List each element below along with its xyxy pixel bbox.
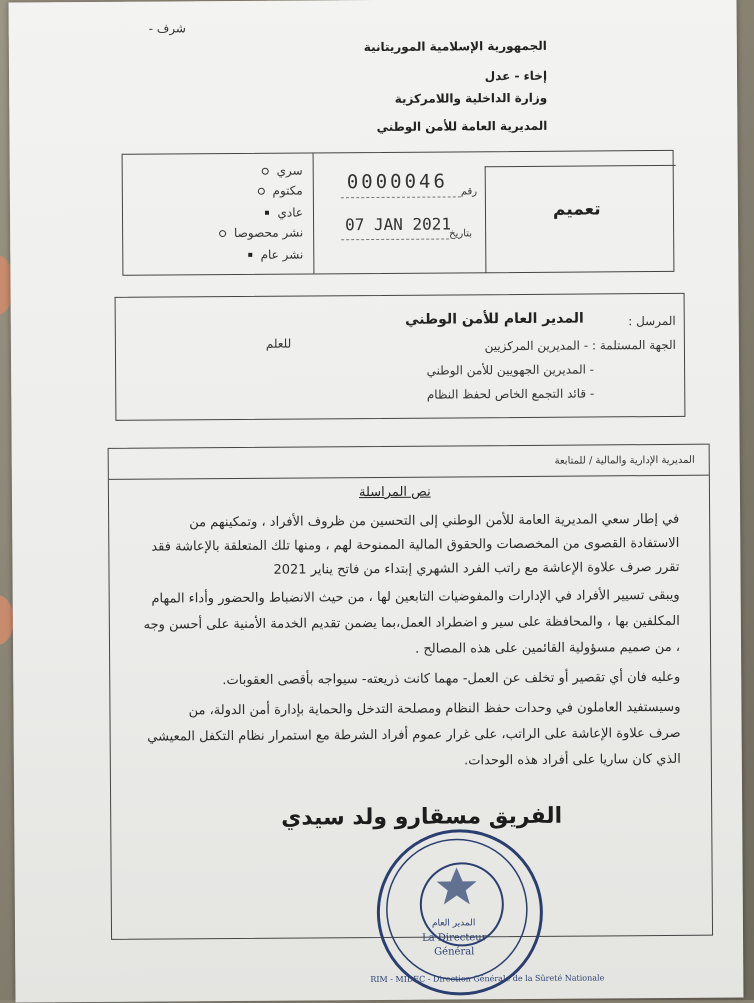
date-value: 07 JAN 2021 [345, 214, 452, 235]
body-line: الاستفادة القصوى من المخصصات والحقوق المالية الممنوحة لهم ، ومنها تلك المتعلقة بالإعاشة فقد [151, 535, 680, 555]
body-line: في إطار سعي المديرية العامة للأمن الوطني إلى التحسين من ظروف الأفراد ، وتمكينهم من [189, 511, 680, 531]
body-line: صرف علاوة الإعاشة على الراتب، على غرار عموم أفراد الشرطة مع استمرار نظام التكفل المعيشي [147, 725, 681, 745]
stamp-title-fr: Général [434, 946, 475, 958]
republic-name: الجمهورية الإسلامية الموريتانية [363, 38, 547, 55]
empty-circle-icon [262, 167, 269, 174]
sender-label: المرسل : [628, 313, 676, 329]
top-note: شرف - [148, 21, 187, 36]
body-line: وسيستفيد العاملون في وحدات حفظ النظام ومصلحة التدخل والحماية بإدارة أمن الدولة، من [188, 699, 681, 719]
document-page [9, 0, 744, 1003]
empty-circle-icon [258, 187, 265, 194]
classification-public: نشر عام [249, 248, 304, 262]
classification-normal: عادي [265, 206, 303, 220]
stamp-title-fr: La Directeur [422, 932, 487, 944]
filled-square-icon [249, 253, 253, 257]
empty-circle-icon [219, 230, 226, 237]
filled-square-icon [265, 211, 269, 215]
body-line: الذي كان ساريا على أفراد هذه الوحدات. [464, 751, 681, 769]
classification-secret: سري [262, 164, 303, 178]
date-label: بتاريخ [449, 228, 473, 240]
classification-box [122, 150, 675, 276]
stamp-ring-text: RIM - MIDEC - Direction Générale de la Sûreté Nationale [370, 973, 605, 985]
number-label: رقم [460, 186, 478, 198]
recipients-box [115, 293, 686, 421]
receiver-line: - المديرين الجهويين للأمن الوطني [426, 362, 595, 378]
body-line: ، من صميم مسؤولية القائمين على هذه المصالح . [415, 639, 681, 657]
body-line: تقرر صرف علاوة الإعاشة مع راتب الفرد الشهري إبتداء من فاتح يناير 2021 [273, 559, 680, 578]
number-value: 0000046 [346, 170, 448, 194]
body-line: ويبقى تسيير الأفراد في الإدارات والمفوضيات التابعين لها ، من حيث الانضباط والحضور وأداء المهام [151, 587, 680, 607]
directorate-name: المديرية العامة للأمن الوطني [376, 118, 548, 134]
official-stamp [370, 829, 605, 996]
classification-confidential: مكتوم [257, 184, 302, 198]
signature-name: الفريق مسقارو ولد سيدي [281, 803, 563, 831]
sender-name: المدير العام للأمن الوطني [405, 310, 584, 328]
cc-line: المديرية الإدارية والمالية / للمتابعة [554, 454, 695, 467]
subject-title: نص المراسلة [358, 484, 431, 501]
motto: إخاء - عدل [484, 68, 548, 84]
ministry-name: وزارة الداخلية واللامركزية [394, 90, 548, 106]
document-type: تعميم [552, 199, 601, 220]
body-line: وعليه فان أي تقصير أو تخلف عن العمل- مهما كانت ذريعته- سيواجه بأقصى العقوبات. [222, 669, 681, 689]
receiver-line: الجهة المستلمة : - المديرين المركزيين [484, 337, 676, 354]
classification-limited: نشر محصوصا [219, 226, 303, 241]
body-line: المكلفين بها ، والمحافظة على سير و اضطراد العمل،بما يضمن تقديم الخدمة الأمنية على أحسن وجه [143, 613, 680, 633]
for-info-label: للعلم [265, 336, 292, 351]
receiver-line: - قائد التجمع الخاص لحفظ النظام [426, 386, 595, 402]
stamp-title-ar: المدير العام [431, 918, 476, 929]
